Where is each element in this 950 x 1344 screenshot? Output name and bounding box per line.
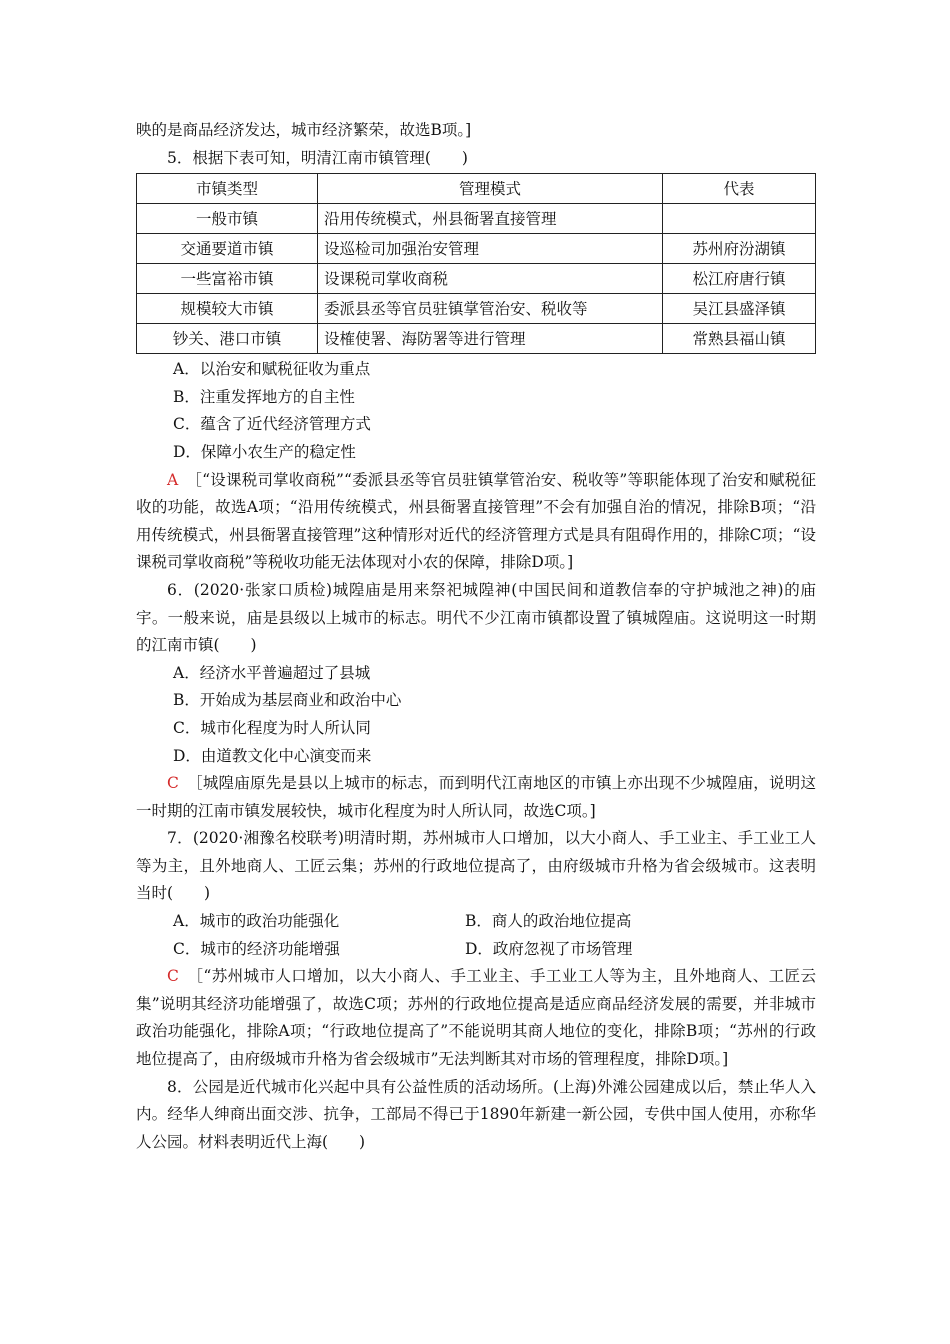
table-cell: 交通要道市镇 [137, 234, 318, 264]
q7-stem: 7．(2020·湘豫名校联考)明清时期，苏州城市人口增加，以大小商人、手工业主、手工业工人等为主，且外地商人、工匠云集；苏州的行政地位提高了，由府级城市升格为省会级城市。这表明当时( ) [136, 829, 816, 903]
table-row [137, 204, 816, 234]
q7-explanation-text: ［“苏州城市人口增加，以大小商人、手工业主、手工业工人等为主，且外地商人、工匠云集”说明其经济功能增强了，故选C项；苏州的行政地位提高是适应商品经济发展的需要，并非城市政治功能强化，排除A项；“行政地位提高了”不能说明其商人地位的变化，排除B项；“苏州的行政地位提高了，由府级城市升格为省会级城市”无法判断其对市场的管理程度，排除D项。] [136, 967, 816, 1069]
q6-stem: 6．(2020·张家口质检)城隍庙是用来祭祀城隍神(中国民间和道教信奉的守护城池之神)的庙宇。一般来说，庙是县级以上城市的标志。明代不少江南市镇都设置了镇城隍庙。这说明这一时期的江南市镇( ) [136, 580, 816, 655]
table-cell: 设榷使署、海防署等进行管理 [318, 324, 663, 354]
q6-explanation [136, 770, 816, 825]
q6-option-d: D．由道教文化中心演变而来 [173, 746, 372, 765]
table-cell: 一般市镇 [137, 204, 318, 234]
q5-option-b: B．注重发挥地方的自主性 [173, 387, 355, 406]
q7-option-b: B．商人的政治地位提高 [465, 912, 632, 931]
table-header: 代表 [663, 174, 816, 204]
q5-stem: 5．根据下表可知，明清江南市镇管理( ) [167, 148, 468, 167]
q7-options-row-1 [136, 908, 816, 936]
table-header: 市镇类型 [137, 174, 318, 204]
q5-option-a: A．以治安和赋税征收为重点 [173, 360, 371, 379]
table-cell: 沿用传统模式，州县衙署直接管理 [318, 204, 663, 234]
table-row [137, 264, 816, 294]
q5-option-d: D．保障小农生产的稳定性 [173, 442, 356, 461]
table-cell: 钞关、港口市镇 [137, 324, 318, 354]
q7-option-d: D．政府忽视了市场管理 [465, 939, 633, 958]
q5-table [136, 173, 816, 354]
table-cell: 松江府唐行镇 [663, 264, 816, 294]
table-cell: 吴江县盛泽镇 [663, 294, 816, 324]
q6-answer: C [167, 774, 179, 793]
table-header: 管理模式 [318, 174, 663, 204]
q7-options-row-2 [136, 936, 816, 964]
table-row [137, 294, 816, 324]
q8-stem: 8．公园是近代城市化兴起中具有公益性质的活动场所。(上海)外滩公园建成以后，禁止华人入内。经华人绅商出面交涉、抗争，工部局不得已于1890年新建一新公园，专供中国人使用，亦称华人公园。材料表明近代上海( ) [136, 1077, 816, 1151]
q6-option-c: C．城市化程度为时人所认同 [173, 718, 371, 737]
table-cell: 常熟县福山镇 [663, 324, 816, 354]
table-cell: 委派县丞等官员驻镇掌管治安、税收等 [318, 294, 663, 324]
q5-answer: A [167, 470, 179, 489]
q5-option-c: C．蕴含了近代经济管理方式 [173, 415, 371, 434]
table-row [137, 324, 816, 354]
q6-option-b: B．开始成为基层商业和政治中心 [173, 691, 402, 710]
table-cell [663, 204, 816, 234]
table-row [137, 234, 816, 264]
table-cell: 设课税司掌收商税 [318, 264, 663, 294]
q7-option-a: A．城市的政治功能强化 [173, 912, 340, 931]
q5-explanation-text: ［“设课税司掌收商税”“委派县丞等官员驻镇掌管治安、税收等”等职能体现了治安和赋税征收的功能，故选A项；“沿用传统模式，州县衙署直接管理”不会有加强自治的情况，排除B项；“沿用传统模式，州县衙署直接管理”这种情形对近代的经济管理方式是具有阻碍作用的，排除C项；“设课税司掌收商税”等税收功能无法体现对小农的保障，排除D项。] [136, 470, 816, 572]
q5-explanation [136, 467, 816, 577]
table-header-row [137, 174, 816, 204]
table-cell: 设巡检司加强治安管理 [318, 234, 663, 264]
q6-option-a: A．经济水平普遍超过了县城 [173, 663, 371, 682]
table-cell: 苏州府汾湖镇 [663, 234, 816, 264]
q7-explanation [136, 963, 816, 1073]
prev-answer-tail: 映的是商品经济发达，城市经济繁荣，故选B项。] [136, 121, 472, 139]
q7-answer: C [167, 967, 179, 986]
q7-option-c: C．城市的经济功能增强 [173, 939, 340, 958]
table-cell: 规模较大市镇 [137, 294, 318, 324]
document-page [136, 117, 816, 1156]
table-cell: 一些富裕市镇 [137, 264, 318, 294]
q6-explanation-text: ［城隍庙原先是县以上城市的标志，而到明代江南地区的市镇上亦出现不少城隍庙，说明这一时期的江南市镇发展较快，城市化程度为时人所认同，故选C项。] [136, 774, 816, 820]
